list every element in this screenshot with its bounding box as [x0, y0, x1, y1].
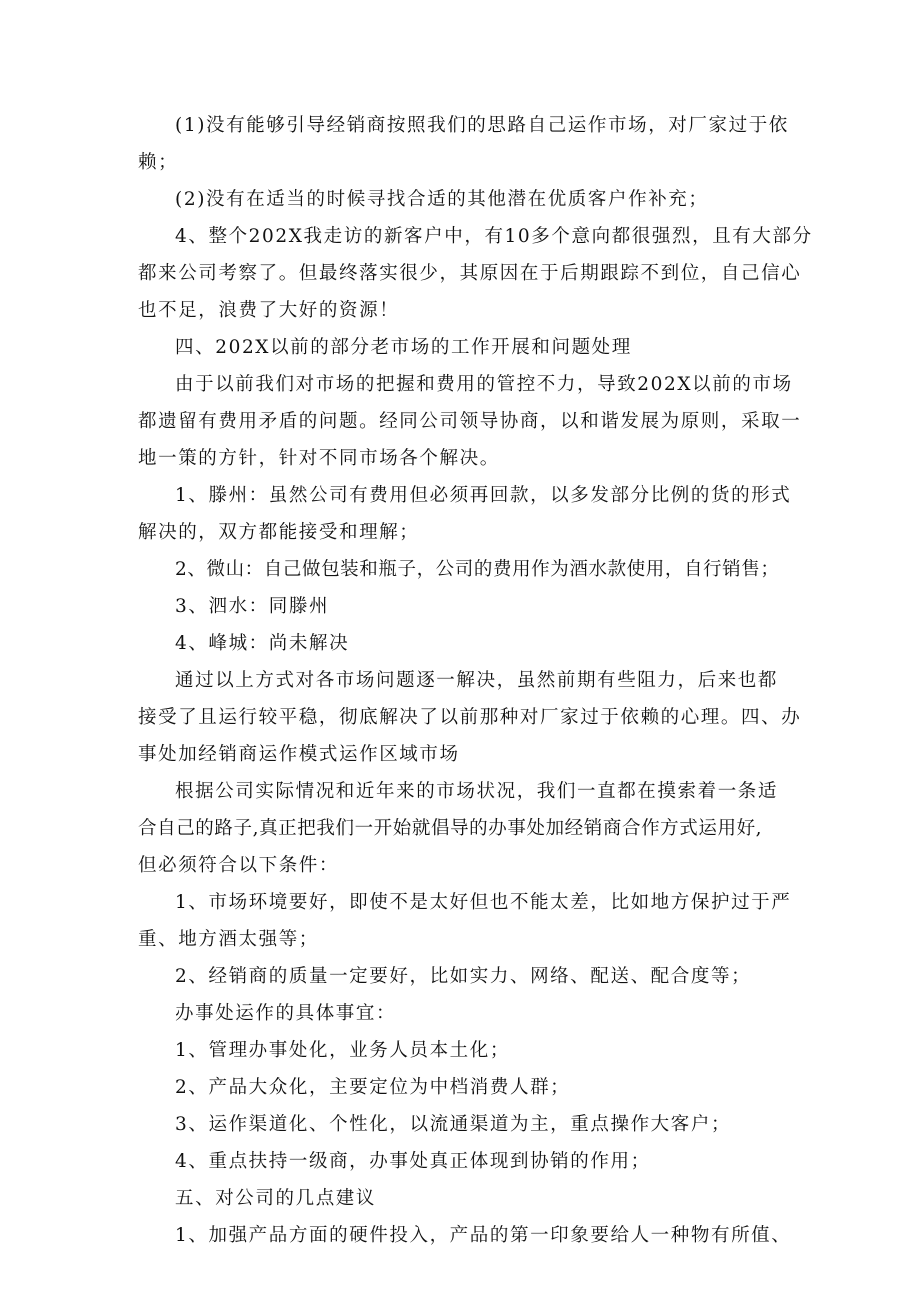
text-line: 1、市场环境要好，即使不是太好但也不能太差，比如地方保护过于严 — [175, 892, 792, 913]
text-line: 解决的，双方都能接受和理解； — [138, 522, 420, 543]
text-line: 通过以上方式对各市场问题逐一解决，虽然前期有些阻力，后来也都 — [175, 670, 779, 691]
text-line: 地一策的方针，针对不同市场各个解决。 — [138, 448, 500, 469]
text-line: (1)没有能够引导经销商按照我们的思路自己运作市场，对厂家过于依 — [175, 115, 789, 136]
text-line: 1、滕州：虽然公司有费用但必须再回款，以多发部分比例的货的形式 — [175, 485, 792, 506]
text-line: 2、产品大众化，主要定位为中档消费人群； — [175, 1077, 571, 1098]
text-line: 办事处运作的具体事宜： — [175, 1003, 397, 1024]
text-line: 3、运作渠道化、个性化，以流通渠道为主，重点操作大客户； — [175, 1114, 732, 1135]
text-line: 2、经销商的质量一定要好，比如实力、网络、配送、配合度等； — [175, 966, 752, 987]
text-line: 但必须符合以下条件： — [138, 855, 340, 876]
text-line: 4、重点扶持一级商，办事处真正体现到协销的作用； — [175, 1151, 651, 1172]
text-line: 事处加经销商运作模式运作区域市场 — [138, 744, 460, 765]
section-heading: 五、对公司的几点建议 — [175, 1188, 377, 1209]
text-line: 3、泗水：同滕州 — [175, 596, 330, 617]
text-line: 重、地方酒太强等； — [138, 929, 319, 950]
text-line: 都来公司考察了。但最终落实很少，其原因在于后期跟踪不到位，自己信心 — [138, 263, 802, 284]
text-line: 都遗留有费用矛盾的问题。经同公司领导协商，以和谐发展为原则，采取一 — [138, 411, 802, 432]
text-line: 1、加强产品方面的硬件投入，产品的第一印象要给人一种物有所值、 — [175, 1225, 792, 1246]
text-line: (2)没有在适当的时候寻找合适的其他潜在优质客户作补充； — [175, 189, 709, 210]
text-line: 根据公司实际情况和近年来的市场状况，我们一直都在摸索着一条适 — [175, 781, 779, 802]
text-line: 接受了且运行较平稳，彻底解决了以前那种对厂家过于依赖的心理。四、办 — [138, 707, 802, 728]
text-line: 2、微山：自己做包装和瓶子，公司的费用作为酒水款使用，自行销售； — [175, 559, 780, 580]
text-line: 由于以前我们对市场的把握和费用的管控不力，导致202X以前的市场 — [175, 374, 793, 395]
text-line: 合自己的路子,真正把我们一开始就倡导的办事处加经销商合作方式运用好, — [138, 818, 763, 839]
text-line: 1、管理办事处化，业务人员本土化； — [175, 1040, 510, 1061]
text-line: 4、峰城：尚未解决 — [175, 633, 350, 654]
text-line: 也不足，浪费了大好的资源！ — [138, 300, 400, 321]
document-body — [138, 107, 813, 1254]
section-heading: 四、202X以前的部分老市场的工作开展和问题处理 — [175, 337, 632, 358]
text-line: 赖； — [138, 152, 179, 173]
text-line: 4、整个202X我走访的新客户中，有10多个意向都很强烈，且有大部分 — [175, 226, 813, 247]
